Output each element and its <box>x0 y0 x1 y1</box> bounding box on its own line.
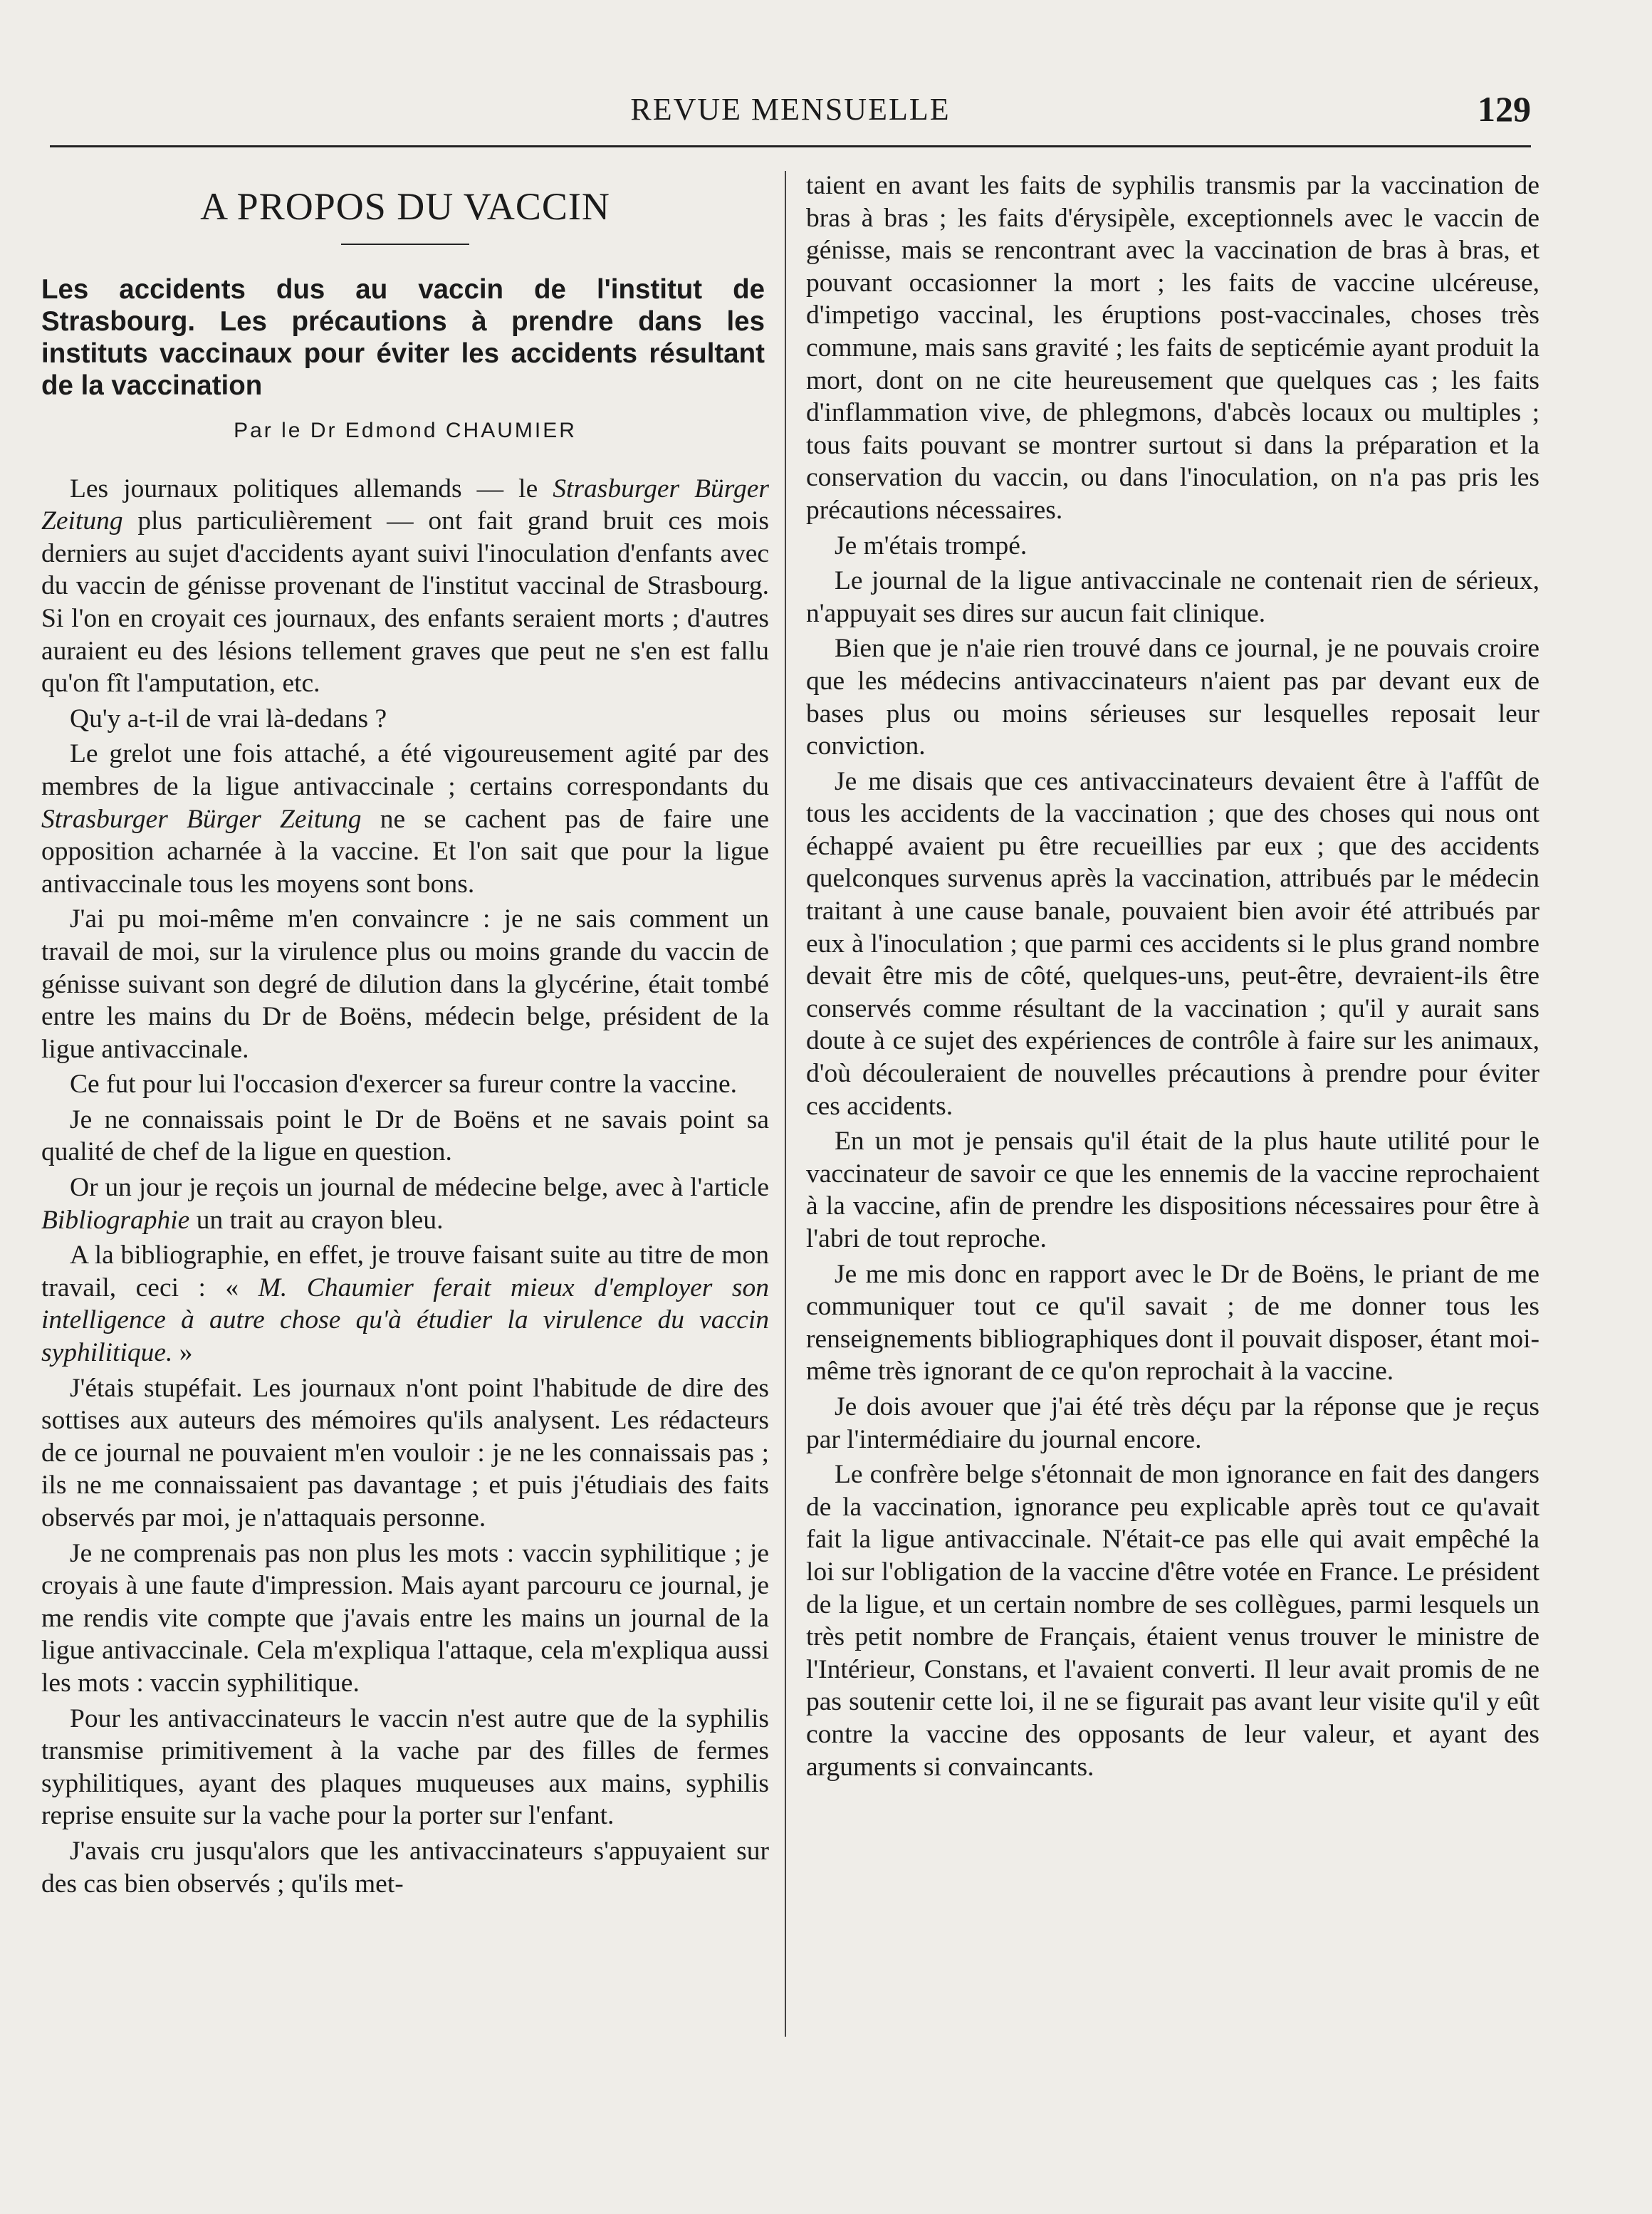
paragraph: Je me disais que ces antivaccinateurs devaient être à l'affût de tous les accidents de la vaccination ; que des choses qui nous ont échappé avaient pu être recueillies par eux ; que des accidents quelconques survenus après la vaccination, attribués par le médecin traitant à une cause banale, pouvaient bien avoir été attribués par eux à l'inoculation ; que parmi ces accidents si le plus grand nombre devait être mis de côté, quelques-uns, peut-être, devraient-ils être conservés comme résultant de la vaccination ; qu'il y aurait sans doute à ce sujet des expériences de contrôle à faire sur les animaux, d'où découleraient de nouvelles précautions à prendre pour éviter ces accidents. <box>806 766 1539 1121</box>
paragraph: Je m'étais trompé. <box>835 531 1028 560</box>
paragraph: J'ai pu moi-même m'en convaincre : je ne sais comment un travail de moi, sur la virulence plus ou moins grande du vaccin de génisse suivant son degré de dilution dans la glycérine, était tombé entre les mains du Dr de Boëns, médecin belge, président de la ligue antivaccinale. <box>41 904 769 1064</box>
paragraph: Ce fut pour lui l'occasion d'exercer sa fureur contre la vaccine. <box>70 1070 738 1100</box>
paragraph: Le journal de la ligue antivaccinale ne contenait rien de sérieux, n'appuyait ses dires sur aucun fait clinique. <box>806 566 1539 628</box>
right-column <box>806 169 1539 1786</box>
paragraph: A la bibliographie, en effet, je trouve faisant suite au titre de mon travail, ceci : « M. Chaumier ferait mieux d'employer son intelligence à autre chose qu'à étudier la virulence du vaccin syphilitique. » <box>41 1241 769 1368</box>
paragraph: Je dois avouer que j'ai été très déçu par la réponse que je reçus par l'intermédiaire du journal encore. <box>806 1391 1539 1454</box>
header-rule <box>50 145 1531 147</box>
article-subtitle: Les accidents dus au vaccin de l'institut de Strasbourg. Les précautions à prendre dans les instituts vaccinaux pour éviter les accidents résultant de la vaccination <box>41 274 765 401</box>
page-number: 129 <box>1478 89 1531 129</box>
paragraph: Je me mis donc en rapport avec le Dr de Boëns, le priant de me communiquer tout ce qu'il savait ; de me donner tous les renseignements bibliographiques dont il pouvait disposer, étant moi-même très ignorant de ce qu'on reprochait à la vaccine. <box>806 1259 1539 1387</box>
running-title: REVUE MENSUELLE <box>630 92 951 127</box>
paragraph: Les journaux politiques allemands — le Strasburger Bürger Zeitung plus particulièrement — ont fait grand bruit ces mois derniers au sujet d'accidents ayant suivi l'inoculation d'enfants avec du vaccin de génisse provenant de l'institut vaccinal de Strasbourg. Si l'on en croyait ces journaux, des enfants seraient morts ; d'autres auraient eu des lésions tellement graves que peut ne s'en est fallu qu'on fît l'amputation, etc. <box>41 474 769 699</box>
paragraph: taient en avant les faits de syphilis transmis par la vaccination de bras à bras ; les faits d'érysipèle, exceptionnels avec le vaccin de génisse, mais se rencontrant avec la vaccination de bras à bras, et pouvant occasionner la mort ; les faits de vaccine ulcéreuse, d'impetigo vaccinal, les éruptions post-vaccinales, choses très commune, mais sans gravité ; les faits de septicémie ayant produit la mort, dont on ne cite heureusement que quelques cas ; les faits d'inflammation vive, de phlegmons, d'abcès locaux ou multiples ; tous faits pouvant se montrer surtout si dans la préparation et la conservation du vaccin, ou dans l'inoculation, on n'a pas pris les précautions nécessaires. <box>806 171 1539 525</box>
paragraph: J'avais cru jusqu'alors que les antivaccinateurs s'appuyaient sur des cas bien observés ; qu'ils met- <box>41 1836 769 1899</box>
paragraph: Je ne comprenais pas non plus les mots : vaccin syphilitique ; je croyais à une faute d'impression. Mais ayant parcouru ce journal, je me rendis vite compte que j'avais entre les mains un journal de la ligue antivaccinale. Cela m'expliqua l'attaque, cela m'expliqua aussi les mots : vaccin syphilitique. <box>41 1538 769 1698</box>
paragraph: Or un jour je reçois un journal de médecine belge, avec à l'article Bibliographie un trait au crayon bleu. <box>41 1173 769 1235</box>
paragraph: Bien que je n'aie rien trouvé dans ce journal, je ne pouvais croire que les médecins antivaccinateurs n'aient pas par devant eux de bases plus ou moins sérieuses sur lesquelles reposait leur conviction. <box>806 634 1539 761</box>
paragraph: Qu'y a-t-il de vrai là-dedans ? <box>70 704 387 733</box>
column-divider <box>785 171 786 2037</box>
article-author: Par le Dr Edmond CHAUMIER <box>234 419 577 442</box>
paragraph: Le confrère belge s'étonnait de mon ignorance en fait des dangers de la vaccination, ignorance peu explicable après tout ce qu'avait fait la ligue antivaccinale. N'était-ce pas elle qui avait empêché la loi sur l'obligation de la vaccine d'être votée en France. Le président de la ligue, et un certain nombre de ses collègues, parmi lesquels un très petit nombre de Français, étaient venus trouver le ministre de l'Intérieur, Constans, et l'avaient converti. Il leur avait promis de ne pas soutenir cette loi, il ne se figurait pas avant leur visite qu'il y eût contre la vaccine des opposants de leur valeur, et ayant des arguments si convaincants. <box>806 1460 1539 1782</box>
paragraph: Je ne connaissais point le Dr de Boëns et ne savais point sa qualité de chef de la ligue en question. <box>41 1105 769 1167</box>
paragraph: J'étais stupéfait. Les journaux n'ont point l'habitude de dire des sottises aux auteurs des mémoires qu'ils analysent. Les rédacteurs de ce journal ne pouvaient m'en vouloir : je ne les connaissais pas ; ils ne me connaissaient pas davantage ; et puis j'étudiais des faits observés par moi, je n'attaquais personne. <box>41 1373 769 1532</box>
paragraph: Pour les antivaccinateurs le vaccin n'est autre que de la syphilis transmise primitivement à la vache par des filles de fermes syphilitiques, ayant des plaques muqueuses aux mains, syphilis reprise ensuite sur la vache pour la porter sur l'enfant. <box>41 1703 769 1831</box>
left-column <box>41 169 769 1903</box>
page-header <box>50 85 1531 135</box>
article-title: A PROPOS DU VACCIN <box>200 185 610 228</box>
title-rule <box>341 244 469 245</box>
paragraph: En un mot je pensais qu'il était de la plus haute utilité pour le vaccinateur de savoir ce que les ennemis de la vaccine reprochaient à la vaccine, afin de prendre les dispositions nécessaires pour être à l'abri de tout reproche. <box>806 1127 1539 1253</box>
paragraph: Le grelot une fois attaché, a été vigoureusement agité par des membres de la ligue antivaccinale ; certains correspondants du Strasburger Bürger Zeitung ne se cachent pas de faire une opposition acharnée à la vaccine. Et l'on sait que pour la ligue antivaccinale tous les moyens sont bons. <box>41 739 769 899</box>
